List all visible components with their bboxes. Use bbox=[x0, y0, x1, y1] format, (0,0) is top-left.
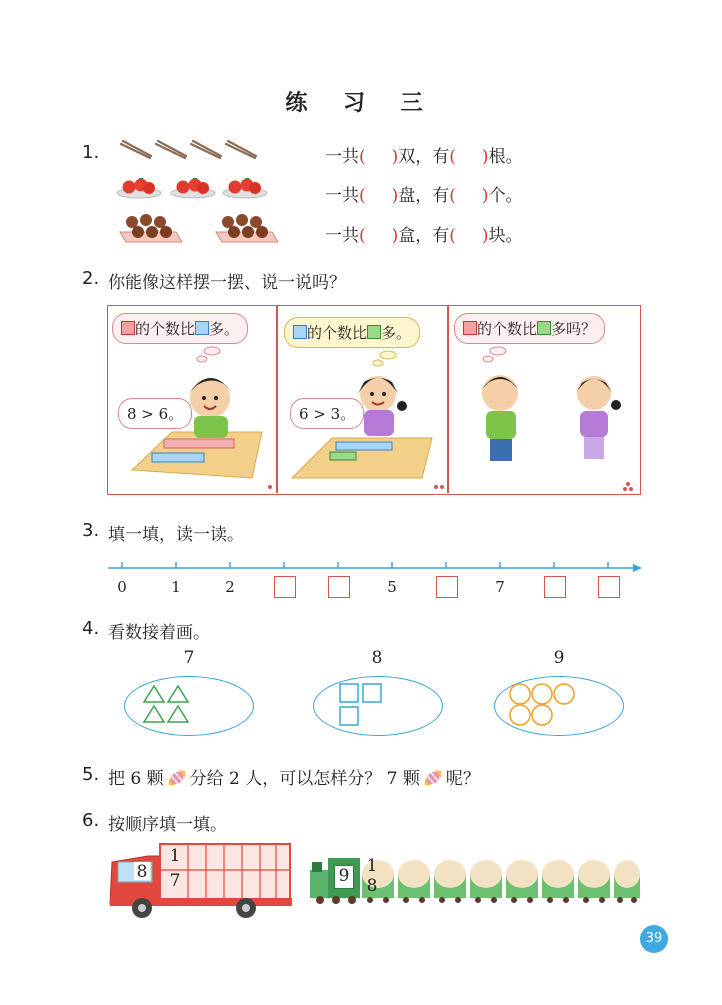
thought-bubble-1: 的个数比 多。 bbox=[112, 313, 248, 344]
number-answer-box[interactable] bbox=[544, 576, 566, 598]
panel-divider bbox=[276, 305, 278, 493]
panel-divider bbox=[447, 305, 449, 493]
speech-bubble-2: 6 > 3。 bbox=[290, 398, 364, 429]
q3-text: 填一填，读一读。 bbox=[108, 525, 244, 545]
circle-icon bbox=[508, 682, 578, 728]
q1-row-2: 一共( )盘，有( )个。 bbox=[325, 186, 523, 206]
number-line bbox=[108, 560, 643, 576]
red-cube-icon bbox=[121, 321, 135, 335]
q1-row-1: 一共( )双，有( )根。 bbox=[325, 147, 523, 167]
truck-icon bbox=[106, 842, 292, 920]
panel-mark-2 bbox=[440, 485, 444, 489]
girl-arranging-cubes-illustration bbox=[282, 360, 442, 488]
q2-number: 2. bbox=[82, 268, 100, 289]
q6-text: 按顺序填一填。 bbox=[108, 815, 227, 835]
speech-bubble-1: 8 > 6。 bbox=[118, 398, 192, 429]
q1-row-3: 一共( )盒，有( )块。 bbox=[325, 226, 523, 246]
mooncake-box-icon bbox=[118, 208, 280, 246]
chopsticks-icon bbox=[118, 138, 263, 166]
panel-mark-3 bbox=[623, 487, 627, 491]
square-icon bbox=[338, 682, 386, 728]
candy-icon bbox=[164, 765, 190, 791]
boy-arranging-cubes-illustration bbox=[112, 360, 272, 488]
candy-icon bbox=[420, 765, 446, 791]
q4-number: 4. bbox=[82, 618, 100, 639]
boy-and-girl-talking-illustration bbox=[470, 365, 630, 470]
red-cube-icon bbox=[463, 321, 477, 335]
train-bottom-number: 8 bbox=[366, 876, 378, 896]
tomato-plate-icon bbox=[115, 174, 270, 200]
group-count: 8 bbox=[371, 648, 383, 668]
panel-mark-1 bbox=[268, 485, 272, 489]
page-title: 练 习 三 bbox=[285, 91, 437, 116]
q5-text: 把 6 颗 分给 2 人，可以怎样分？ 7 颗 呢？ bbox=[108, 764, 480, 791]
triangle-icon bbox=[142, 684, 192, 726]
tick-label: 1 bbox=[171, 578, 181, 596]
q6-number: 6. bbox=[82, 810, 100, 831]
train-icon bbox=[308, 852, 642, 908]
thought-dots-icon bbox=[480, 346, 510, 364]
blue-cube-icon bbox=[195, 321, 209, 335]
green-cube-icon bbox=[367, 325, 381, 339]
q5-number: 5. bbox=[82, 764, 100, 785]
number-answer-box[interactable] bbox=[274, 576, 296, 598]
q2-text: 你能像这样摆一摆、说一说吗？ bbox=[108, 273, 346, 293]
thought-bubble-3: 的个数比 多吗？ bbox=[454, 313, 605, 344]
tick-label: 0 bbox=[117, 578, 127, 596]
truck-total: 8 bbox=[134, 862, 150, 880]
number-answer-box[interactable] bbox=[436, 576, 458, 598]
tick-label: 5 bbox=[387, 578, 397, 596]
panel-mark-3 bbox=[626, 482, 630, 486]
q3-number: 3. bbox=[82, 520, 100, 541]
panel-mark-3 bbox=[629, 487, 633, 491]
truck-top-number: 1 bbox=[169, 846, 181, 866]
page-number: 39 bbox=[640, 925, 668, 953]
q4-text: 看数接着画。 bbox=[108, 623, 210, 643]
panel-mark-2 bbox=[434, 485, 438, 489]
group-count: 9 bbox=[553, 648, 565, 668]
thought-bubble-2: 的个数比 多。 bbox=[284, 317, 420, 348]
train-top-number: 1 bbox=[366, 856, 378, 876]
truck-bottom-number: 7 bbox=[169, 871, 181, 891]
train-total: 9 bbox=[334, 865, 354, 889]
number-answer-box[interactable] bbox=[598, 576, 620, 598]
number-answer-box[interactable] bbox=[328, 576, 350, 598]
q1-number: 1. bbox=[82, 142, 100, 163]
blue-cube-icon bbox=[293, 325, 307, 339]
group-count: 7 bbox=[183, 648, 195, 668]
tick-label: 2 bbox=[225, 578, 235, 596]
tick-label: 7 bbox=[495, 578, 505, 596]
green-cube-icon bbox=[537, 321, 551, 335]
